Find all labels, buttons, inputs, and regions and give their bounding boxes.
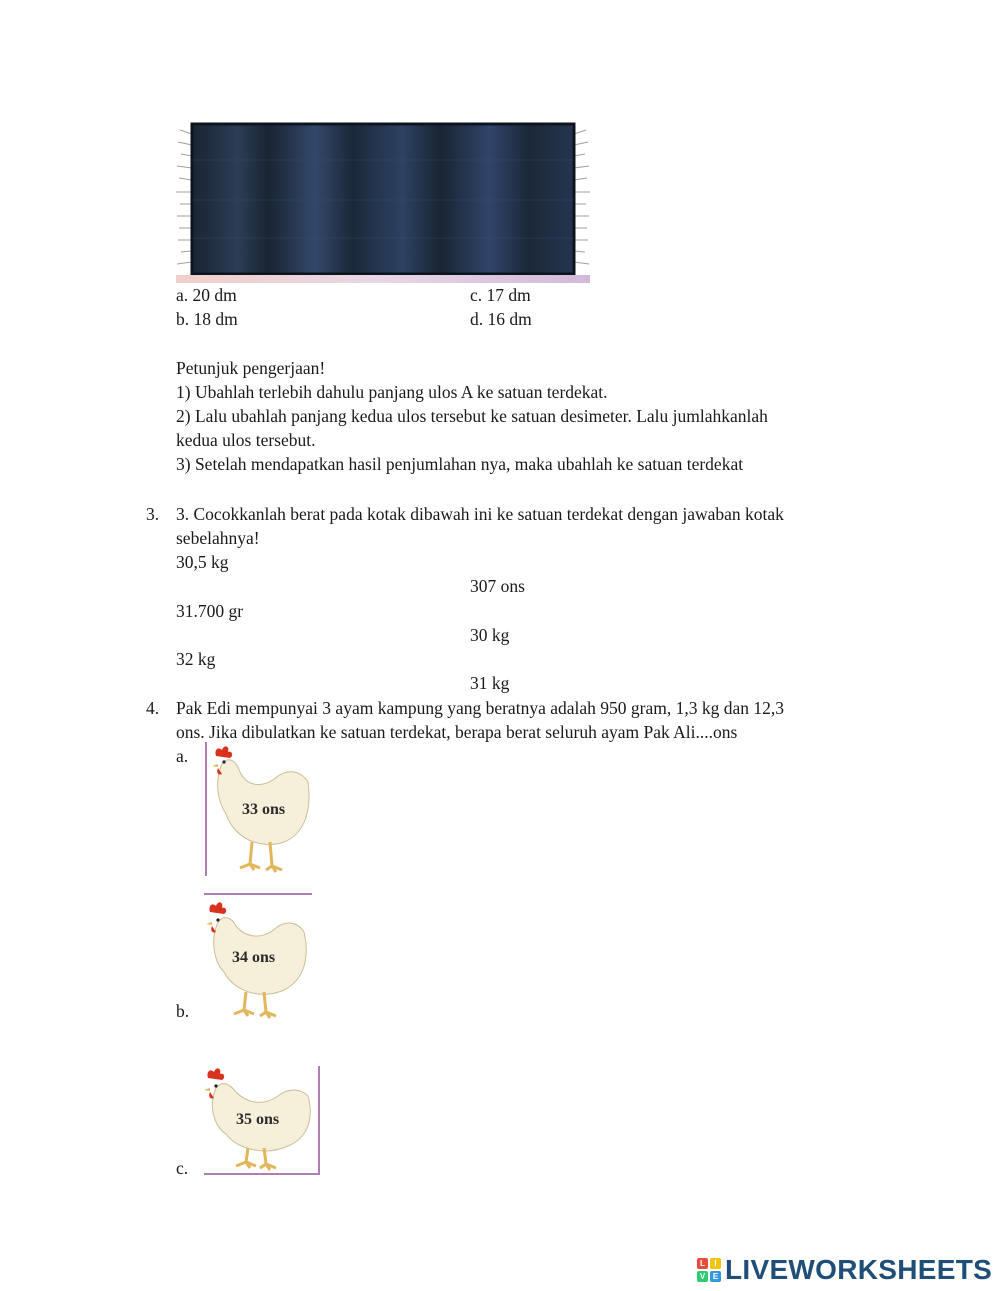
question-4-number: 4. <box>146 698 160 718</box>
match-left-item[interactable]: 31.700 gr <box>176 601 244 621</box>
q4-option-a-label: 33 ons <box>242 801 286 818</box>
logo-letter: I <box>710 1258 721 1269</box>
liveworksheets-brand <box>697 1252 992 1288</box>
q4-option-b-letter: b. <box>176 1001 190 1021</box>
liveworksheets-logo-icon <box>697 1258 721 1282</box>
question-4-text: Pak Edi mempunyai 3 ayam kampung yang beratnya adalah 950 gram, 1,3 kg dan 12,3 <box>176 698 784 718</box>
logo-letter: L <box>697 1258 708 1269</box>
option-b: b. 18 dm <box>176 309 238 329</box>
q4-option-a-letter: a. <box>176 746 189 766</box>
question-3-text-cont: sebelahnya! <box>176 528 260 548</box>
q4-option-c-letter: c. <box>176 1158 189 1178</box>
instruction-step-1: 1) Ubahlah terlebih dahulu panjang ulos A ke satuan terdekat. <box>176 382 608 402</box>
match-right-item[interactable]: 31 kg <box>470 673 510 693</box>
option-c: c. 17 dm <box>470 285 531 305</box>
instruction-step-3: 3) Setelah mendapatkan hasil penjumlahan nya, maka ubahlah ke satuan terdekat <box>176 454 744 474</box>
ulos-cloth-image <box>176 120 590 283</box>
q4-option-c-label: 35 ons <box>236 1111 280 1128</box>
q4-option-b-chicken[interactable] <box>204 892 312 1022</box>
instructions-title: Petunjuk pengerjaan! <box>176 358 326 378</box>
match-right-item[interactable]: 30 kg <box>470 625 510 645</box>
question-3-number: 3. <box>146 504 160 524</box>
q4-option-c-chicken[interactable] <box>204 1066 322 1176</box>
logo-letter: V <box>697 1271 708 1282</box>
match-left-item[interactable]: 32 kg <box>176 649 216 669</box>
match-right-item[interactable]: 307 ons <box>470 576 525 596</box>
q4-option-b-label: 34 ons <box>232 949 276 966</box>
q4-option-a-chicken[interactable] <box>204 742 314 876</box>
logo-letter: E <box>710 1271 721 1282</box>
question-4-text-cont: ons. Jika dibulatkan ke satuan terdekat, berapa berat seluruh ayam Pak Ali....ons <box>176 722 738 742</box>
option-a: a. 20 dm <box>176 285 237 305</box>
instruction-step-2: 2) Lalu ubahlah panjang kedua ulos tersebut ke satuan desimeter. Lalu jumlahkanlah <box>176 406 768 426</box>
instruction-step-2-cont: kedua ulos tersebut. <box>176 430 316 450</box>
question-3-text: 3. Cocokkanlah berat pada kotak dibawah ini ke satuan terdekat dengan jawaban kotak <box>176 504 784 524</box>
match-left-item[interactable]: 30,5 kg <box>176 552 229 572</box>
brand-name: LIVEWORKSHEETS <box>725 1254 993 1285</box>
option-d: d. 16 dm <box>470 309 532 329</box>
